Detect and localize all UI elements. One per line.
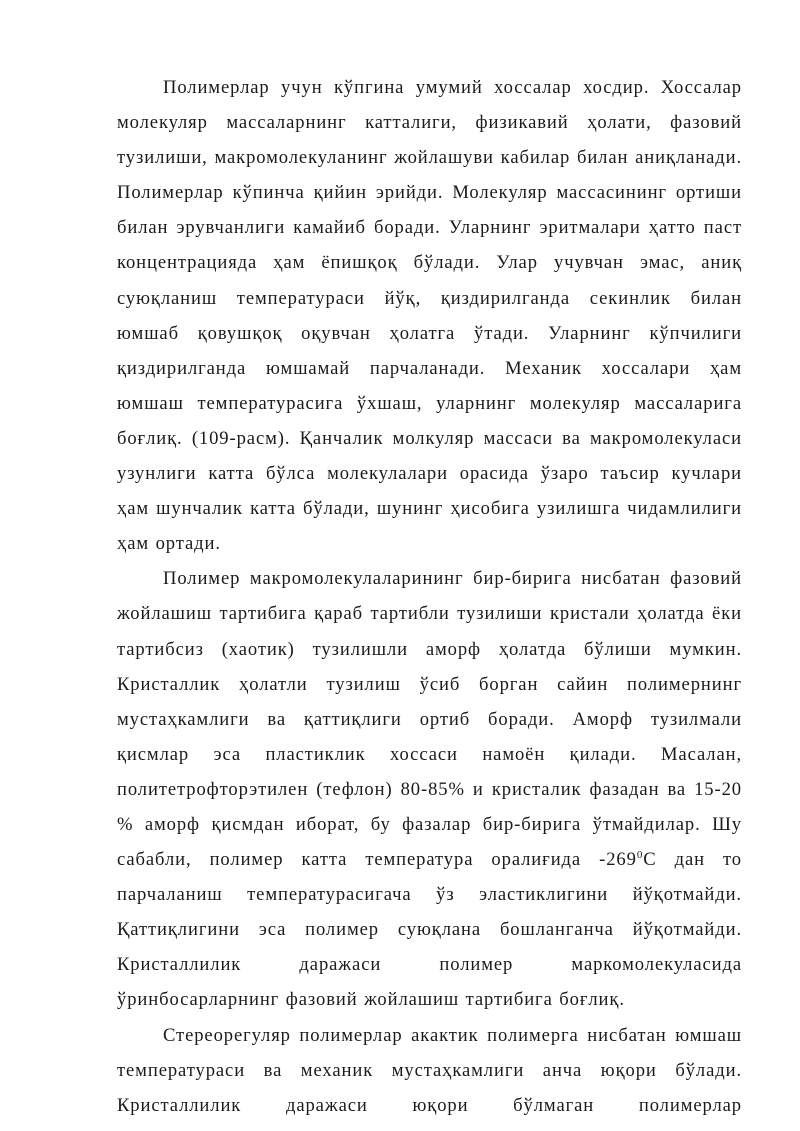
paragraph-text-part: Полимер макромолекулаларининг бир-бирига нисбатан фазовий жойлашиш тартибига қараб тартибли тузилиши кристали ҳолатда ёки тартибсиз (хаотик) тузилишли аморф ҳолатда бўлиши мумкин. Кристаллик ҳолатли тузилиш ўсиб борган сайин полимернинг мустаҳкамлиги ва қаттиқлиги ортиб боради. Аморф тузилмали қисмлар эса пластиклик хоссаси намоён қилади. Масалан, политетрофторэтилен (тефлон) 80-85% и кристалик фазадан ва 15-20 % аморф қисмдан иборат, бу фазалар бир-бирига ўтмайдилар. Шу сабабли, полимер катта температура оралиғида -269 [117, 568, 742, 871]
paragraph-stereoregular: Стереорегуляр полимерлар акактик полимерга нисбатан юмшаш температураси ва механик мустаҳкамлиги анча юқори бўлади. Кристаллилик даражаси юқори бўлмаган полимерлар [117, 1024, 742, 1116]
paragraph-crystal-amorphous [117, 561, 742, 1017]
degree-superscript: 0 [636, 849, 644, 862]
document-body [117, 70, 742, 1123]
paragraph-text-part: С дан то парчаланиш температурасигача ўз эластиклигини йўқотмайди. Қаттиқлигини эса полимер суюқлана бошланганча йўқотмайди. Кристаллилик даражаси полимер маркомолекуласида ўринбосарларнинг фазовий жойлашиш тартибига боғлиқ. [117, 849, 742, 1011]
paragraph-polymer-properties: Полимерлар учун кўпгина умумий хоссалар хосдир. Хоссалар молекуляр массаларнинг катталиги, физикавий ҳолати, фазовий тузилиши, макромолекуланинг жойлашуви кабилар билан аниқланади. Полимерлар кўпинча қийин эрийди. Молекуляр массасининг ортиши билан эрувчанлиги камайиб боради. Уларнинг эритмалари ҳатто паст концентрацияда ҳам ёпишқоқ бўлади. Улар учувчан эмас, аниқ суюқланиш температураси йўқ, қиздирилганда секинлик билан юмшаб қовушқоқ оқувчан ҳолатга ўтади. Уларнинг кўпчилиги қиздирилганда юмшамай парчаланади. Механик хоссалари ҳам юмшаш температурасига ўхшаш, уларнинг молекуляр массаларига боғлиқ. (109-расм). Қанчалик молкуляр массаси ва макромолекуласи узунлиги катта бўлса молекулалари орасида ўзаро таъсир кучлари ҳам шунчалик катта бўлади, шунинг ҳисобига узилишга чидамлилиги ҳам ортади. [117, 77, 742, 555]
